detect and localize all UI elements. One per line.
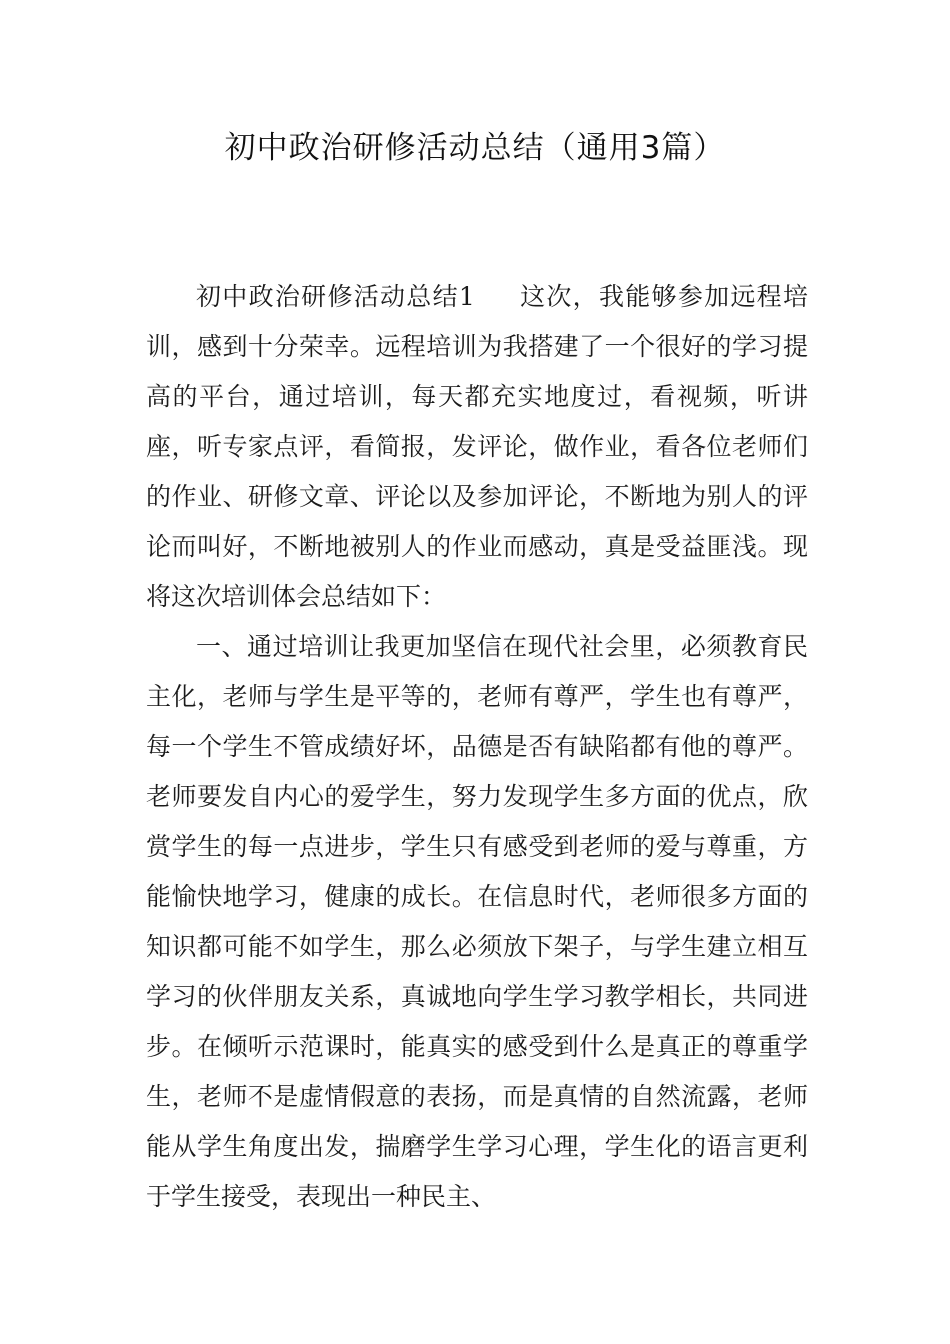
document-body [146,272,808,1222]
document-title: 初中政治研修活动总结（通用3篇） [224,130,726,166]
paragraph-1 [146,272,808,622]
paragraph-2: 一、通过培训让我更加坚信在现代社会里，必须教育民主化，老师与学生是平等的，老师有尊严，学生也有尊严，每一个学生不管成绩好坏，品德是否有缺陷都有他的尊严。老师要发自内心的爱学生，努力发现学生多方面的优点，欣赏学生的每一点进步，学生只有感受到老师的爱与尊重，方能愉快地学习，健康的成长。在信息时代，老师很多方面的知识都可能不如学生，那么必须放下架子，与学生建立相互学习的伙伴朋友关系，真诚地向学生学习教学相长，共同进步。在倾听示范课时，能真实的感受到什么是真正的尊重学生，老师不是虚情假意的表扬，而是真情的自然流露，老师能从学生角度出发，揣磨学生学习心理，学生化的语言更利于学生接受，表现出一种民主、 [146,632,808,1211]
paragraph-1-text: 这次，我能够参加远程培训，感到十分荣幸。远程培训为我搭建了一个很好的学习提高的平台，通过培训，每天都充实地度过，看视频，听讲座，听专家点评，看简报，发评论，做作业，看各位老师们的作业、研修文章、评论以及参加评论，不断地为别人的评论而叫好，不断地被别人的作业而感动，真是受益匪浅。现将这次培训体会总结如下： [146,282,808,611]
section-heading: 初中政治研修活动总结1 [196,282,475,311]
